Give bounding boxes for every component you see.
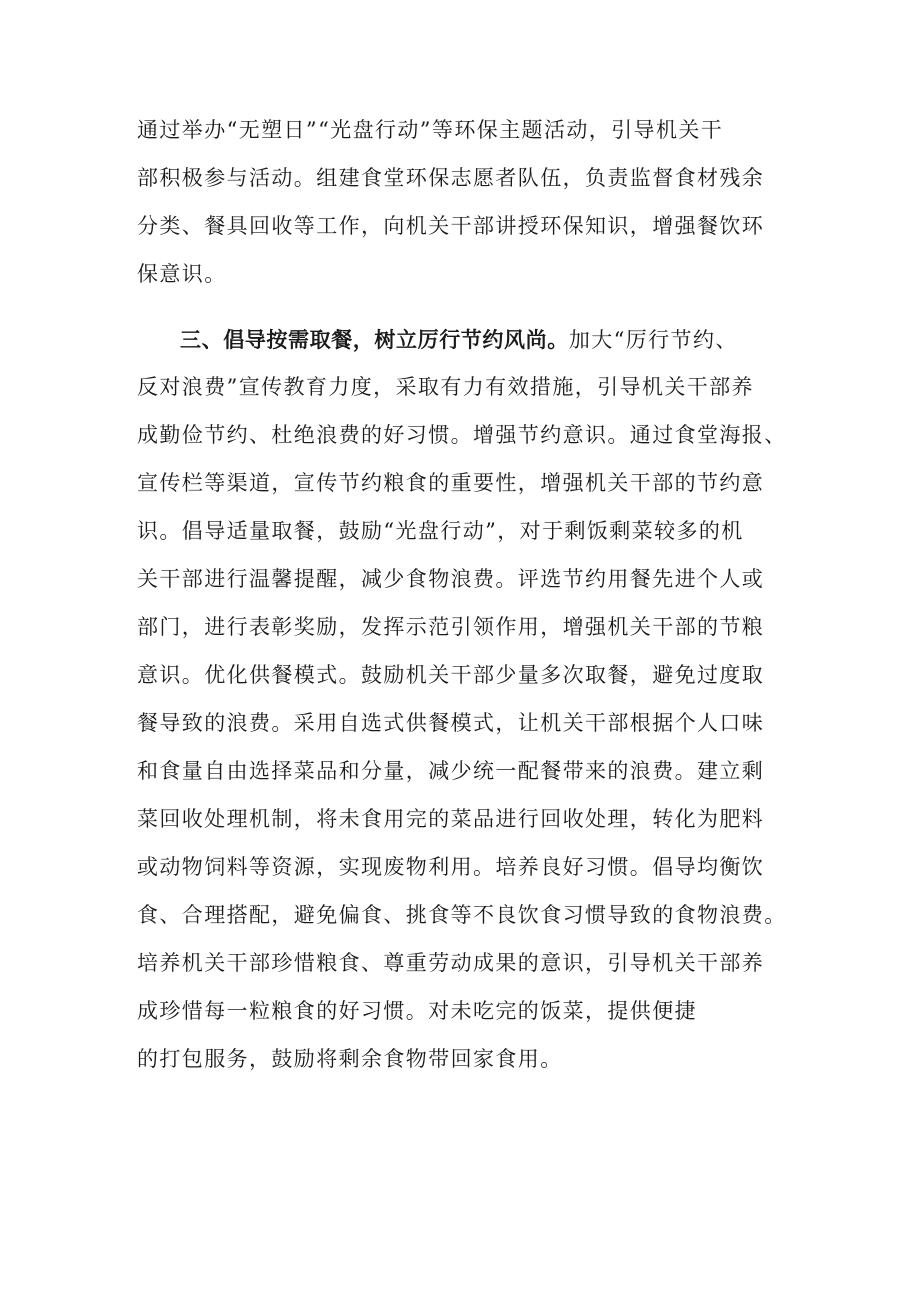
paragraph-2-line-3: 成勤俭节约、杜绝浪费的好习惯。增强节约意识。通过食堂海报、 [137, 423, 787, 447]
paragraph-2-line-10: 和食量自由选择菜品和分量，减少统一配餐带来的浪费。建立剩 [137, 759, 765, 783]
paragraph-2-line-5: 识。倡导适量取餐，鼓励“光盘行动”，对于剩饭剩菜较多的机 [137, 519, 744, 543]
paragraph-2-line-11: 菜回收处理机制，将未食用完的菜品进行回收处理，转化为肥料 [137, 807, 765, 831]
section-heading: 三、倡导按需取餐，树立厉行节约风尚。 [180, 328, 569, 352]
paragraph-2-line-12: 或动物饲料等资源，实现废物利用。培养良好习惯。倡导均衡饮 [137, 855, 765, 879]
paragraph-2-line-9: 餐导致的浪费。采用自选式供餐模式，让机关干部根据个人口味 [137, 711, 765, 735]
paragraph-2-line-14: 培养机关干部珍惜粮食、尊重劳动成果的意识，引导机关干部养 [137, 951, 765, 975]
paragraph-2-line-16: 的打包服务，鼓励将剩余食物带回家食用。 [137, 1047, 563, 1071]
paragraph-1-line-1: 通过举办“无塑日”“光盘行动”等环保主题活动，引导机关干 [137, 118, 724, 142]
paragraph-2-line-6: 关干部进行温馨提醒，减少食物浪费。评选节约用餐先进个人或 [137, 567, 765, 591]
paragraph-2-line-13: 食、合理搭配，避免偏食、挑食等不良饮食习惯导致的食物浪费。 [137, 903, 787, 927]
paragraph-2-line-1-rest: 加大“厉行节约、 [568, 328, 738, 352]
paragraph-2-line-8: 意识。优化供餐模式。鼓励机关干部少量多次取餐，避免过度取 [137, 663, 765, 687]
paragraph-2-line-7: 部门，进行表彰奖励，发挥示范引领作用，增强机关干部的节粮 [137, 615, 765, 639]
paragraph-1-line-4: 保意识。 [137, 262, 227, 286]
paragraph-1-line-3: 分类、餐具回收等工作，向机关干部讲授环保知识，增强餐饮环 [137, 214, 765, 238]
paragraph-2-line-4: 宣传栏等渠道，宣传节约粮食的重要性，增强机关干部的节约意 [137, 471, 765, 495]
paragraph-2-line-2: 反对浪费”宣传教育力度，采取有力有效措施，引导机关干部养 [137, 375, 754, 399]
paragraph-2-line-1 [180, 325, 738, 355]
paragraph-1-line-2: 部积极参与活动。组建食堂环保志愿者队伍，负责监督食材残余 [137, 166, 765, 190]
paragraph-2-line-15: 成珍惜每一粒粮食的好习惯。对未吃完的饭菜，提供便捷 [137, 999, 697, 1023]
